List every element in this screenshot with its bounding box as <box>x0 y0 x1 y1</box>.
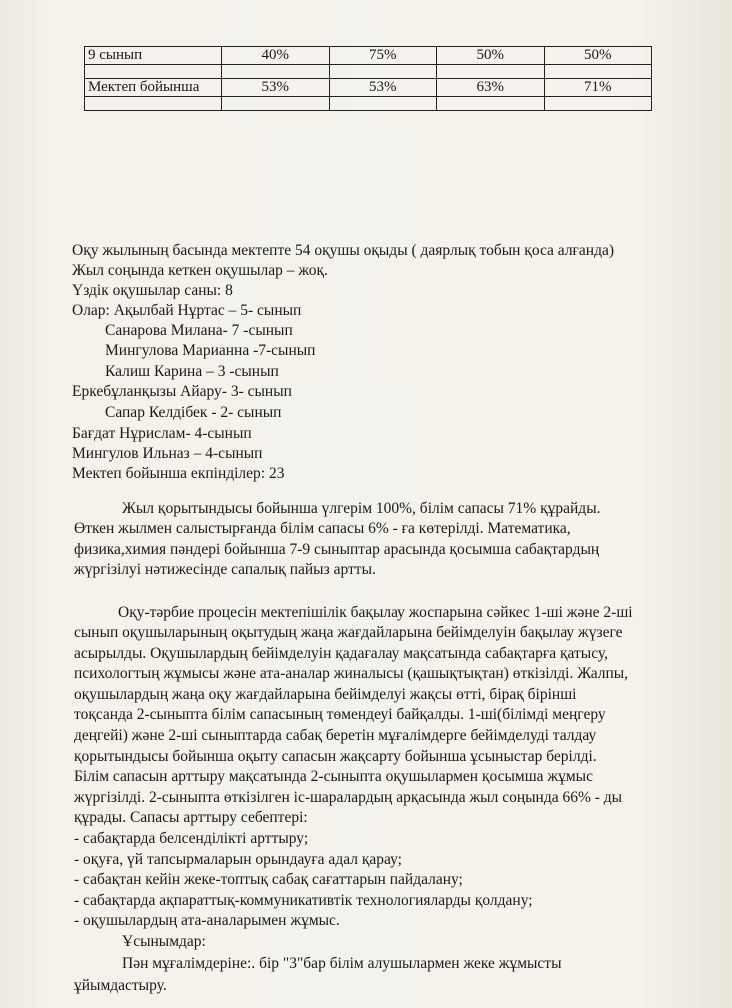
text-line: ұйымдастыру. <box>74 977 167 994</box>
text-line: Олар: Ақылбай Нұртас – 5- сынып <box>72 302 302 319</box>
text-line: Жыл соңында кеткен оқушылар – жоқ. <box>72 262 328 279</box>
text-line: Пән мұғалімдеріне:. бір "3"бар білім алушылармен жеке жұмысты <box>122 955 562 972</box>
table-cell: 50% <box>544 47 652 65</box>
text-line: Оқу-тәрбие процесін мектепішілік бақылау жоспарына сәйкес 1-ші және 2-ші <box>118 604 633 621</box>
text-line: жүргізілуі нәтижесінде сапалық пайыз артты. <box>74 561 376 578</box>
table-cell: 63% <box>437 79 545 97</box>
table-cell: 53% <box>329 79 437 97</box>
text-line: Санарова Милана- 7 -сынып <box>105 322 293 339</box>
text-line: Сапар Келдібек - 2- сынып <box>105 404 282 421</box>
text-line: Калиш Карина – 3 -сынып <box>105 363 279 380</box>
text-line: қорытындысы бойынша оқыту сапасын жақсарту бойынша ұсыныстар берілді. <box>74 748 597 765</box>
text-line: Ұсынымдар: <box>122 933 206 950</box>
text-line: Бағдат Нұрислам- 4-сынып <box>72 425 252 442</box>
text-line: жүргізілді. 2-сыныпта өткізілген іс-шаралардың арқасында жыл соңында 66% - ды <box>74 789 623 806</box>
text-line: деңгейі) және 2-ші сыныптарда сабақ беретін мұғалімдерге бейімделуді талдау <box>74 727 597 744</box>
text-line: - оқушылардың ата-аналарымен жұмыс. <box>74 912 340 929</box>
text-line: сынып оқушыларының оқытудың жаңа жағдайларына бейімделуін бақылау жүзеге <box>74 624 623 641</box>
table-cell: 40% <box>222 47 330 65</box>
table-cell: 53% <box>222 79 330 97</box>
text-line: Мингулов Ильназ – 4-сынып <box>72 445 263 462</box>
text-line: - сабақтарда ақпараттық-коммуникативтік технологияларды қолдану; <box>74 892 533 909</box>
text-line: құрады. Сапасы арттыру себептері: <box>74 809 308 826</box>
text-line: Мингулова Марианна -7-сынып <box>105 342 316 359</box>
row-label: Мектеп бойынша <box>85 79 222 97</box>
text-line: Мектеп бойынша екпінділер: 23 <box>72 465 285 482</box>
text-line: физика,химия пәндері бойынша 7-9 сыныптар арасында қосымша сабақтардың <box>74 541 600 558</box>
text-line: Жыл қорытындысы бойынша үлгерім 100%, білім сапасы 71% құрайды. <box>122 500 601 517</box>
text-line: оқушылардың жаңа оқу жағдайларына бейімделуі жақсы өтті, бірақ бірінші <box>74 686 577 703</box>
text-line: асырылды. Оқушылардың бейімделуін қадағалау мақсатында сабақтарға қатысу, <box>74 645 608 662</box>
text-line: Өткен жылмен салыстырғанда білім сапасы 6% - ға көтерілді. Математика, <box>74 520 571 537</box>
text-line: тоқсанда 2-сыныпта білім сапасының төмендеуі байқалды. 1-ші(білімді меңгеру <box>74 706 606 723</box>
text-line: Үздік оқушылар саны: 8 <box>72 282 233 299</box>
text-line: - оқуға, үй тапсырмаларын орындауға адал қарау; <box>74 851 402 868</box>
row-label: 9 сынып <box>85 47 222 65</box>
text-line: - сабақтарда белсенділікті арттыру; <box>74 830 309 847</box>
table-cell: 71% <box>544 79 652 97</box>
text-line: Еркебұланқызы Айару- 3- сынып <box>72 383 292 400</box>
text-line: психологтың жұмысы және ата-аналар жиналысы (қашықтықтан) өткізілді. Жалпы, <box>74 665 629 682</box>
table-cell: 75% <box>329 47 437 65</box>
text-line: - сабақтан кейін жеке-топтық сабақ сағаттарын пайдалану; <box>74 871 463 888</box>
table-cell: 50% <box>437 47 545 65</box>
text-line: Білім сапасын арттыру мақсатында 2-сыныпта оқушылармен қосымша жұмыс <box>74 768 593 785</box>
text-line: Оқу жылының басында мектепте 54 оқушы оқыды ( даярлық тобын қоса алғанда) <box>72 242 615 259</box>
